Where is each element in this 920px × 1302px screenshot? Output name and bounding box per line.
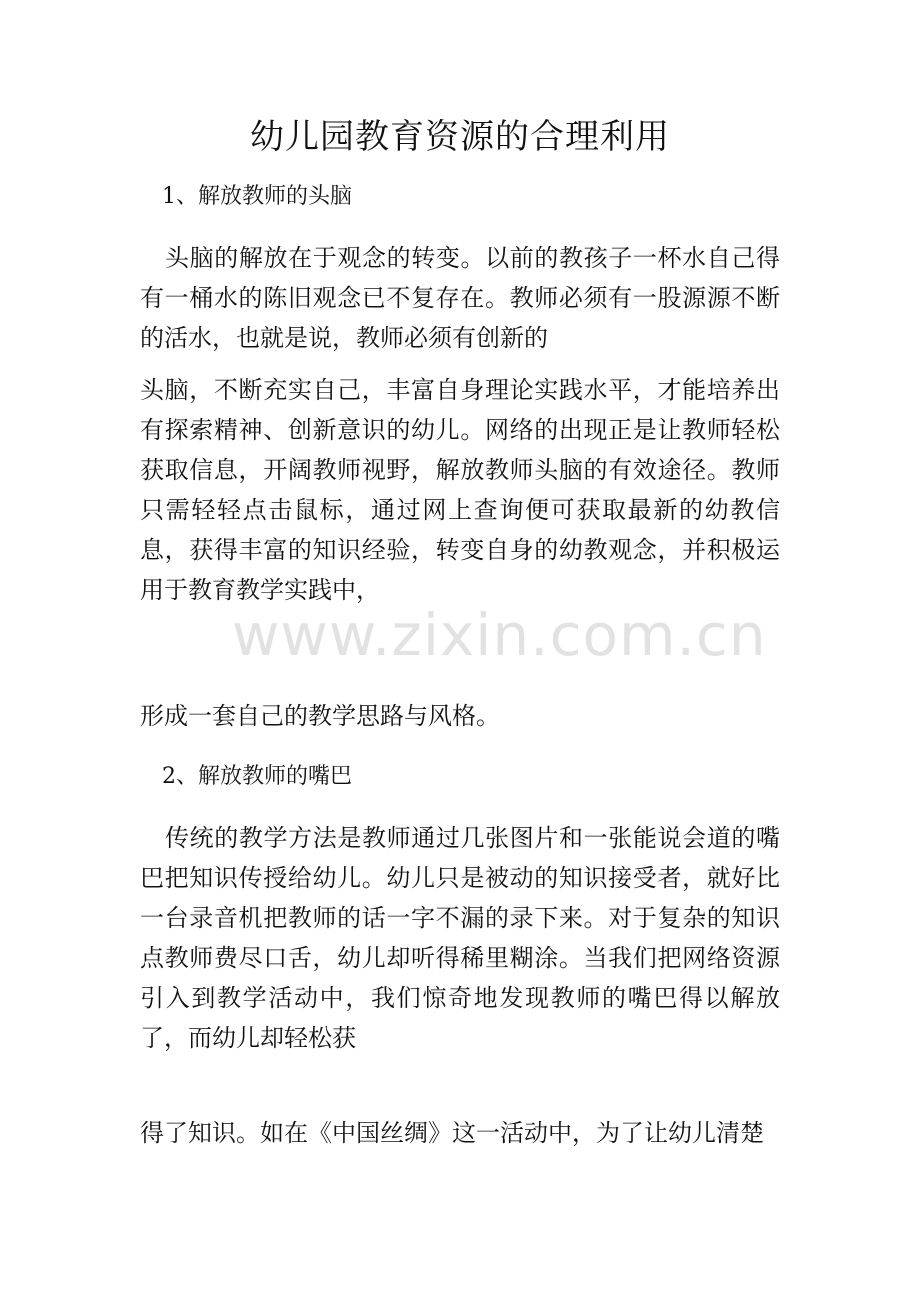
watermark-text: www.zixin.com.cn <box>232 601 767 669</box>
section-1-paragraph-1: 头脑的解放在于观念的转变。以前的教孩子一杯水自己得有一桶水的陈旧观念已不复存在。教师必须有一股源源不断的活水，也就是说，教师必须有创新的 <box>140 244 780 352</box>
section-1-paragraph-3: 形成一套自己的教学思路与风格。 <box>140 702 500 730</box>
section-2-heading: 2、解放教师的嘴巴 <box>162 764 352 789</box>
section-2-paragraph-1: 传统的教学方法是教师通过几张图片和一张能说会道的嘴巴把知识传授给幼儿。幼儿只是被动的知识接受者，就好比一台录音机把教师的话一字不漏的录下来。对于复杂的知识点教师费尽口舌，幼儿却听得稀里糊涂。当我们把网络资源引入到教学活动中，我们惊奇地发现教师的嘴巴得以解放了，而幼儿却轻松获 <box>140 824 780 1052</box>
section-1-heading: 1、解放教师的头脑 <box>162 184 352 209</box>
document-title: 幼儿园教育资源的合理利用 <box>250 117 670 157</box>
section-2-paragraph-2: 得了知识。如在《中国丝绸》这一活动中，为了让幼儿清楚 <box>140 1119 764 1147</box>
section-1-paragraph-2: 头脑，不断充实自己，丰富自身理论实践水平，才能培养出有探索精神、创新意识的幼儿。网络的出现正是让教师轻松获取信息，开阔教师视野，解放教师头脑的有效途径。教师只需轻轻点击鼠标，通过网上查询便可获取最新的幼教信息，获得丰富的知识经验，转变自身的幼教观念，并积极运用于教育教学实践中， <box>140 376 780 604</box>
